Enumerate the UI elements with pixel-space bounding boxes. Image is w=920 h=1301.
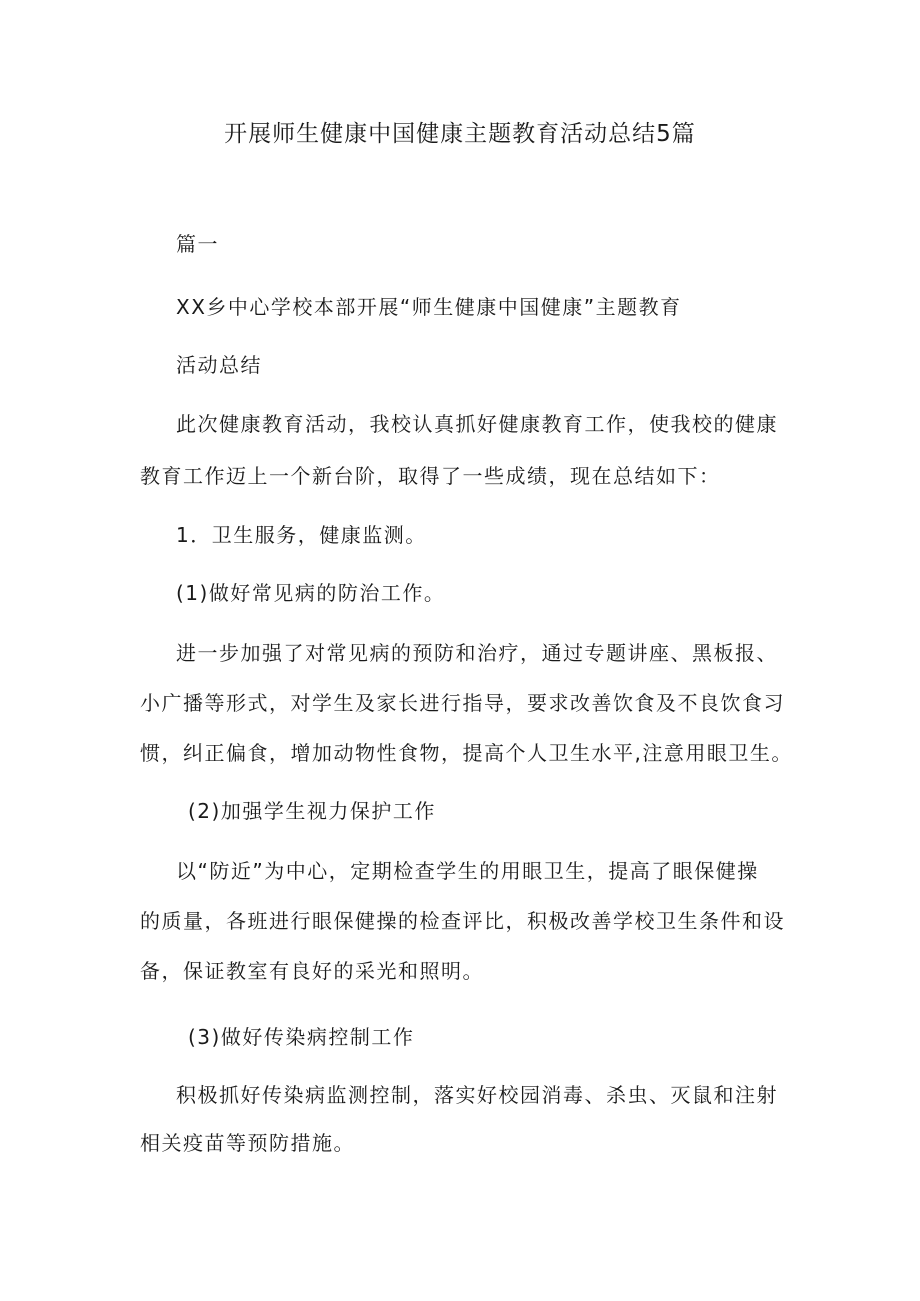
subtitle-line-2: 活动总结 bbox=[176, 353, 262, 377]
paragraph-1-line-1: 进一步加强了对常见病的预防和治疗，通过专题讲座、黑板报、 bbox=[176, 641, 778, 665]
paragraph-1-line-3: 惯，纠正偏食，增加动物性食物，提高个人卫生水平,注意用眼卫生。 bbox=[140, 741, 793, 765]
intro-line-2: 教育工作迈上一个新台阶，取得了一些成绩，现在总结如下： bbox=[140, 464, 721, 488]
subtitle-line-1: XX乡中心学校本部开展“师生健康中国健康”主题教育 bbox=[176, 295, 682, 319]
paragraph-3-line-1: 积极抓好传染病监测控制，落实好校园消毒、杀虫、灭鼠和注射 bbox=[176, 1083, 778, 1107]
subheading-1: (1)做好常见病的防治工作。 bbox=[176, 581, 446, 605]
intro-line-1: 此次健康教育活动，我校认真抓好健康教育工作，使我校的健康 bbox=[176, 412, 778, 436]
paragraph-2-line-3: 备，保证教室有良好的采光和照明。 bbox=[140, 959, 484, 983]
document-title: 开展师生健康中国健康主题教育活动总结5篇 bbox=[224, 121, 696, 147]
paragraph-3-line-2: 相关疫苗等预防措施。 bbox=[140, 1131, 355, 1155]
subheading-2: (2)加强学生视力保护工作 bbox=[188, 799, 436, 823]
paragraph-1-line-2: 小广播等形式，对学生及家长进行指导，要求改善饮食及不良饮食习 bbox=[140, 691, 785, 715]
subheading-3: (3)做好传染病控制工作 bbox=[188, 1025, 415, 1049]
paragraph-2-line-2: 的质量，各班进行眼保健操的检查评比，积极改善学校卫生条件和设 bbox=[140, 909, 785, 933]
paragraph-2-line-1: 以“防近”为中心，定期检查学生的用眼卫生，提高了眼保健操 bbox=[176, 859, 759, 883]
section-label: 篇一 bbox=[176, 232, 219, 256]
heading-1: 1．卫生服务，健康监测。 bbox=[176, 523, 427, 547]
